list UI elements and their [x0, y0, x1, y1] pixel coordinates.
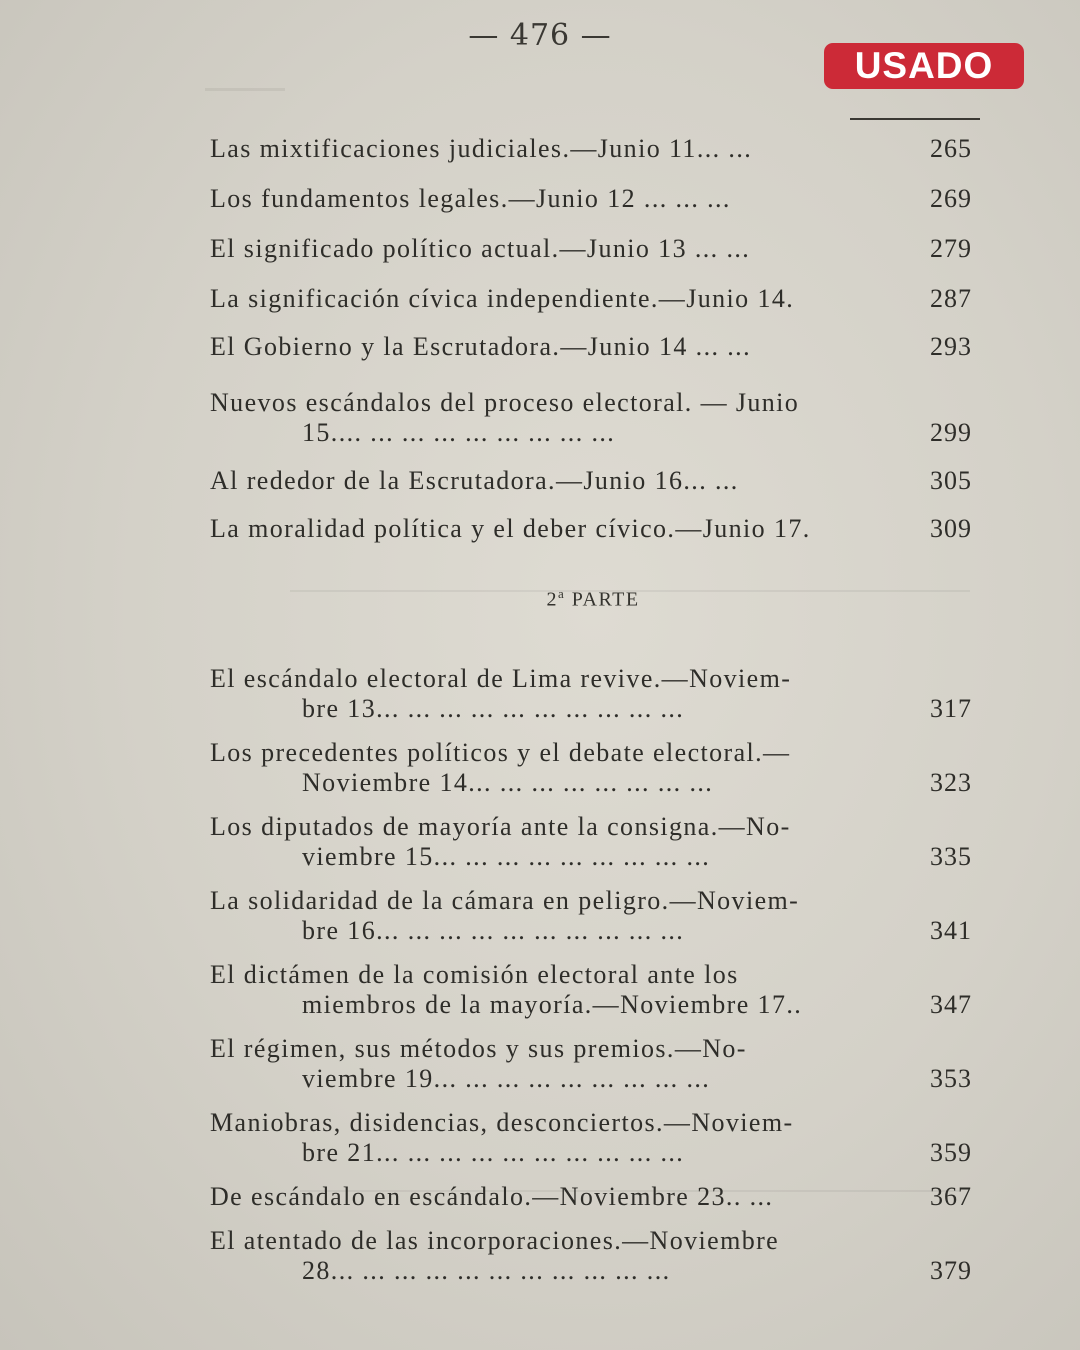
entry-title: Maniobras, disidencias, desconciertos.—Noviem- — [210, 1107, 794, 1137]
entry-title: Al rededor de la Escrutadora.—Junio 16... ... — [210, 466, 739, 495]
entry-page-number: 359 — [930, 1137, 972, 1167]
entry-title: El Gobierno y la Escrutadora.—Junio 14 ... ... — [210, 332, 751, 361]
entry-title: El significado político actual.—Junio 13 ... ... — [210, 234, 751, 263]
part-two-heading — [210, 586, 976, 612]
entry-page-number: 279 — [930, 234, 972, 263]
entry-page-number: 335 — [930, 841, 972, 871]
entry-title: Las mixtificaciones judiciales.—Junio 11... ... — [210, 134, 753, 163]
entry-title: La solidaridad de la cámara en peligro.—Noviem- — [210, 885, 800, 915]
page-column-rule — [850, 118, 980, 120]
entry-title: De escándalo en escándalo.—Noviembre 23.. ... — [210, 1181, 774, 1211]
entry-page-number: 353 — [930, 1063, 972, 1093]
entry-page-number: 323 — [930, 767, 972, 797]
entry-title: Los fundamentos legales.—Junio 12 ... ... ... — [210, 184, 731, 213]
table-of-contents — [210, 134, 976, 1286]
part-two-ordinal: a — [557, 586, 566, 601]
toc-entry — [210, 332, 976, 362]
entry-page-number: 293 — [930, 332, 972, 361]
entry-page-number: 317 — [930, 693, 972, 723]
entry-title: El régimen, sus métodos y sus premios.—No- — [210, 1033, 747, 1063]
entry-page-number: 265 — [930, 134, 972, 163]
entry-title-continued: bre 16... ... ... ... ... ... ... ... ... ... — [302, 915, 685, 945]
used-badge: USADO — [824, 43, 1024, 89]
entry-page-number: 367 — [930, 1181, 972, 1211]
toc-entry — [210, 1108, 976, 1168]
toc-entry — [210, 960, 976, 1020]
toc-entry — [210, 1182, 976, 1212]
part-two-number: 2 — [546, 588, 558, 611]
toc-entry — [210, 1226, 976, 1286]
entry-title-continued: viembre 15... ... ... ... ... ... ... ... ... — [302, 841, 711, 871]
toc-entry — [210, 514, 976, 544]
entry-page-number: 347 — [930, 989, 972, 1019]
bleed-through-texture — [205, 88, 285, 105]
toc-entry — [210, 886, 976, 946]
entry-page-number: 341 — [930, 915, 972, 945]
part-two-label: PARTE — [571, 588, 640, 611]
entry-title: Los diputados de mayoría ante la consigna.—No- — [210, 811, 791, 841]
entry-page-number: 309 — [930, 514, 972, 543]
entry-title: El atentado de las incorporaciones.—Noviembre — [210, 1225, 780, 1255]
entry-title: La moralidad política y el deber cívico.—Junio 17. — [210, 514, 811, 543]
entry-page-number: 269 — [930, 184, 972, 213]
page-number: — 476 — — [468, 18, 612, 53]
toc-entry — [210, 134, 976, 164]
entry-title: El escándalo electoral de Lima revive.—Noviem- — [210, 663, 792, 693]
part-one-list — [210, 134, 976, 544]
entry-title-continued: 28... ... ... ... ... ... ... ... ... ... ... — [302, 1255, 671, 1285]
entry-title: El dictámen de la comisión electoral ante los — [210, 959, 739, 989]
toc-entry — [210, 1034, 976, 1094]
entry-title-continued: viembre 19... ... ... ... ... ... ... ... ... — [302, 1063, 711, 1093]
toc-entry — [210, 812, 976, 872]
entry-title: La significación cívica independiente.—Junio 14. — [210, 284, 795, 313]
entry-page-number: 299 — [930, 418, 972, 447]
toc-entry — [210, 388, 976, 448]
entry-title-continued: Noviembre 14... ... ... ... ... ... ... ... — [302, 767, 714, 797]
entry-title-continued: bre 21... ... ... ... ... ... ... ... ... ... — [302, 1137, 685, 1167]
part-two-list — [210, 664, 976, 1286]
entry-page-number: 379 — [930, 1255, 972, 1285]
entry-title: Los precedentes políticos y el debate electoral.— — [210, 737, 791, 767]
entry-page-number: 287 — [930, 284, 972, 313]
entry-title-continued: miembros de la mayoría.—Noviembre 17.. — [302, 989, 803, 1019]
toc-entry — [210, 234, 976, 264]
toc-entry — [210, 184, 976, 214]
toc-entry — [210, 664, 976, 724]
entry-page-number: 305 — [930, 466, 972, 495]
toc-entry — [210, 738, 976, 798]
entry-title-continued: 15.... ... ... ... ... ... ... ... ... — [302, 418, 616, 447]
toc-entry — [210, 466, 976, 496]
toc-entry — [210, 284, 976, 314]
entry-title: Nuevos escándalos del proceso electoral. — Junio — [210, 388, 800, 417]
entry-title-continued: bre 13... ... ... ... ... ... ... ... ... ... — [302, 693, 685, 723]
